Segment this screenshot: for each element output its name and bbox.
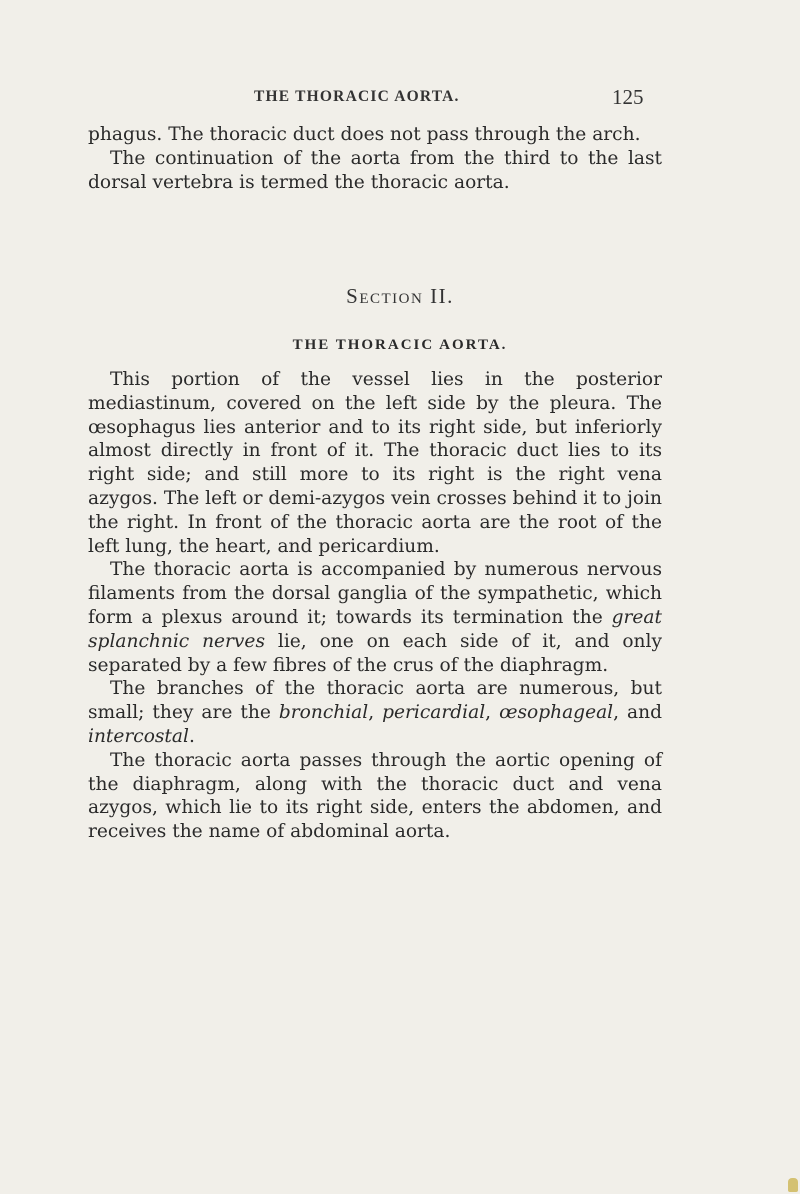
- section-heading: Section II.: [346, 284, 454, 308]
- running-head: [0, 85, 800, 112]
- paragraph-termination: The thoracic aorta passes through the aortic opening of the diaphragm, along with the thoracic duct and vena azygos, which lie to its right side, enters the abdomen, and receives the name of abdominal aorta.: [88, 749, 662, 843]
- running-title: THE THORACIC AORTA.: [254, 88, 460, 105]
- italic-term: œsophageal: [499, 702, 614, 724]
- text-run: , and: [613, 702, 662, 724]
- paragraph-nerves: [88, 558, 662, 677]
- intro-paragraph-continued: phagus. The thoracic duct does not pass through the arch.: [88, 124, 641, 145]
- text-run: The thoracic aorta is accompanied by numerous nervous filaments from the dorsal ganglia of the sympathetic, which form a plexus around it; towards its termination the: [88, 559, 662, 628]
- intro-paragraph: The continuation of the aorta from the third to the last dorsal vertebra is termed the thoracic aorta.: [88, 147, 662, 193]
- text-run: ,: [485, 702, 500, 724]
- italic-term: great splanchnic nerves: [88, 606, 662, 652]
- intro-text: [88, 123, 662, 194]
- page-corner-mark: [788, 1178, 798, 1192]
- section-body: [88, 368, 662, 844]
- text-run: lie, one on each side of it, and only separated by a few fibres of the crus of the diaphragm.: [88, 630, 662, 676]
- paragraph-position: This portion of the vessel lies in the posterior mediastinum, covered on the left side by the pleura. The œsophagus lies anterior and to its right side, but inferiorly almost directly in front of it. The thoracic duct lies to its right side; and still more to its right is the right vena azygos. The left or demi-azygos vein crosses behind it to join the right. In front of the thoracic aorta are the root of the left lung, the heart, and pericardium.: [88, 369, 662, 557]
- italic-term: pericardial: [382, 702, 486, 724]
- page-number: 125: [612, 85, 644, 109]
- italic-term: bronchial: [278, 702, 369, 724]
- section-title: THE THORACIC AORTA.: [292, 337, 508, 353]
- paragraph-branches: [88, 677, 662, 748]
- text-run: .: [188, 725, 195, 747]
- text-run: ,: [368, 702, 383, 724]
- italic-term: intercostal: [88, 725, 189, 747]
- text-run: The branches of the thoracic aorta are numerous, but small; they are the: [88, 678, 662, 724]
